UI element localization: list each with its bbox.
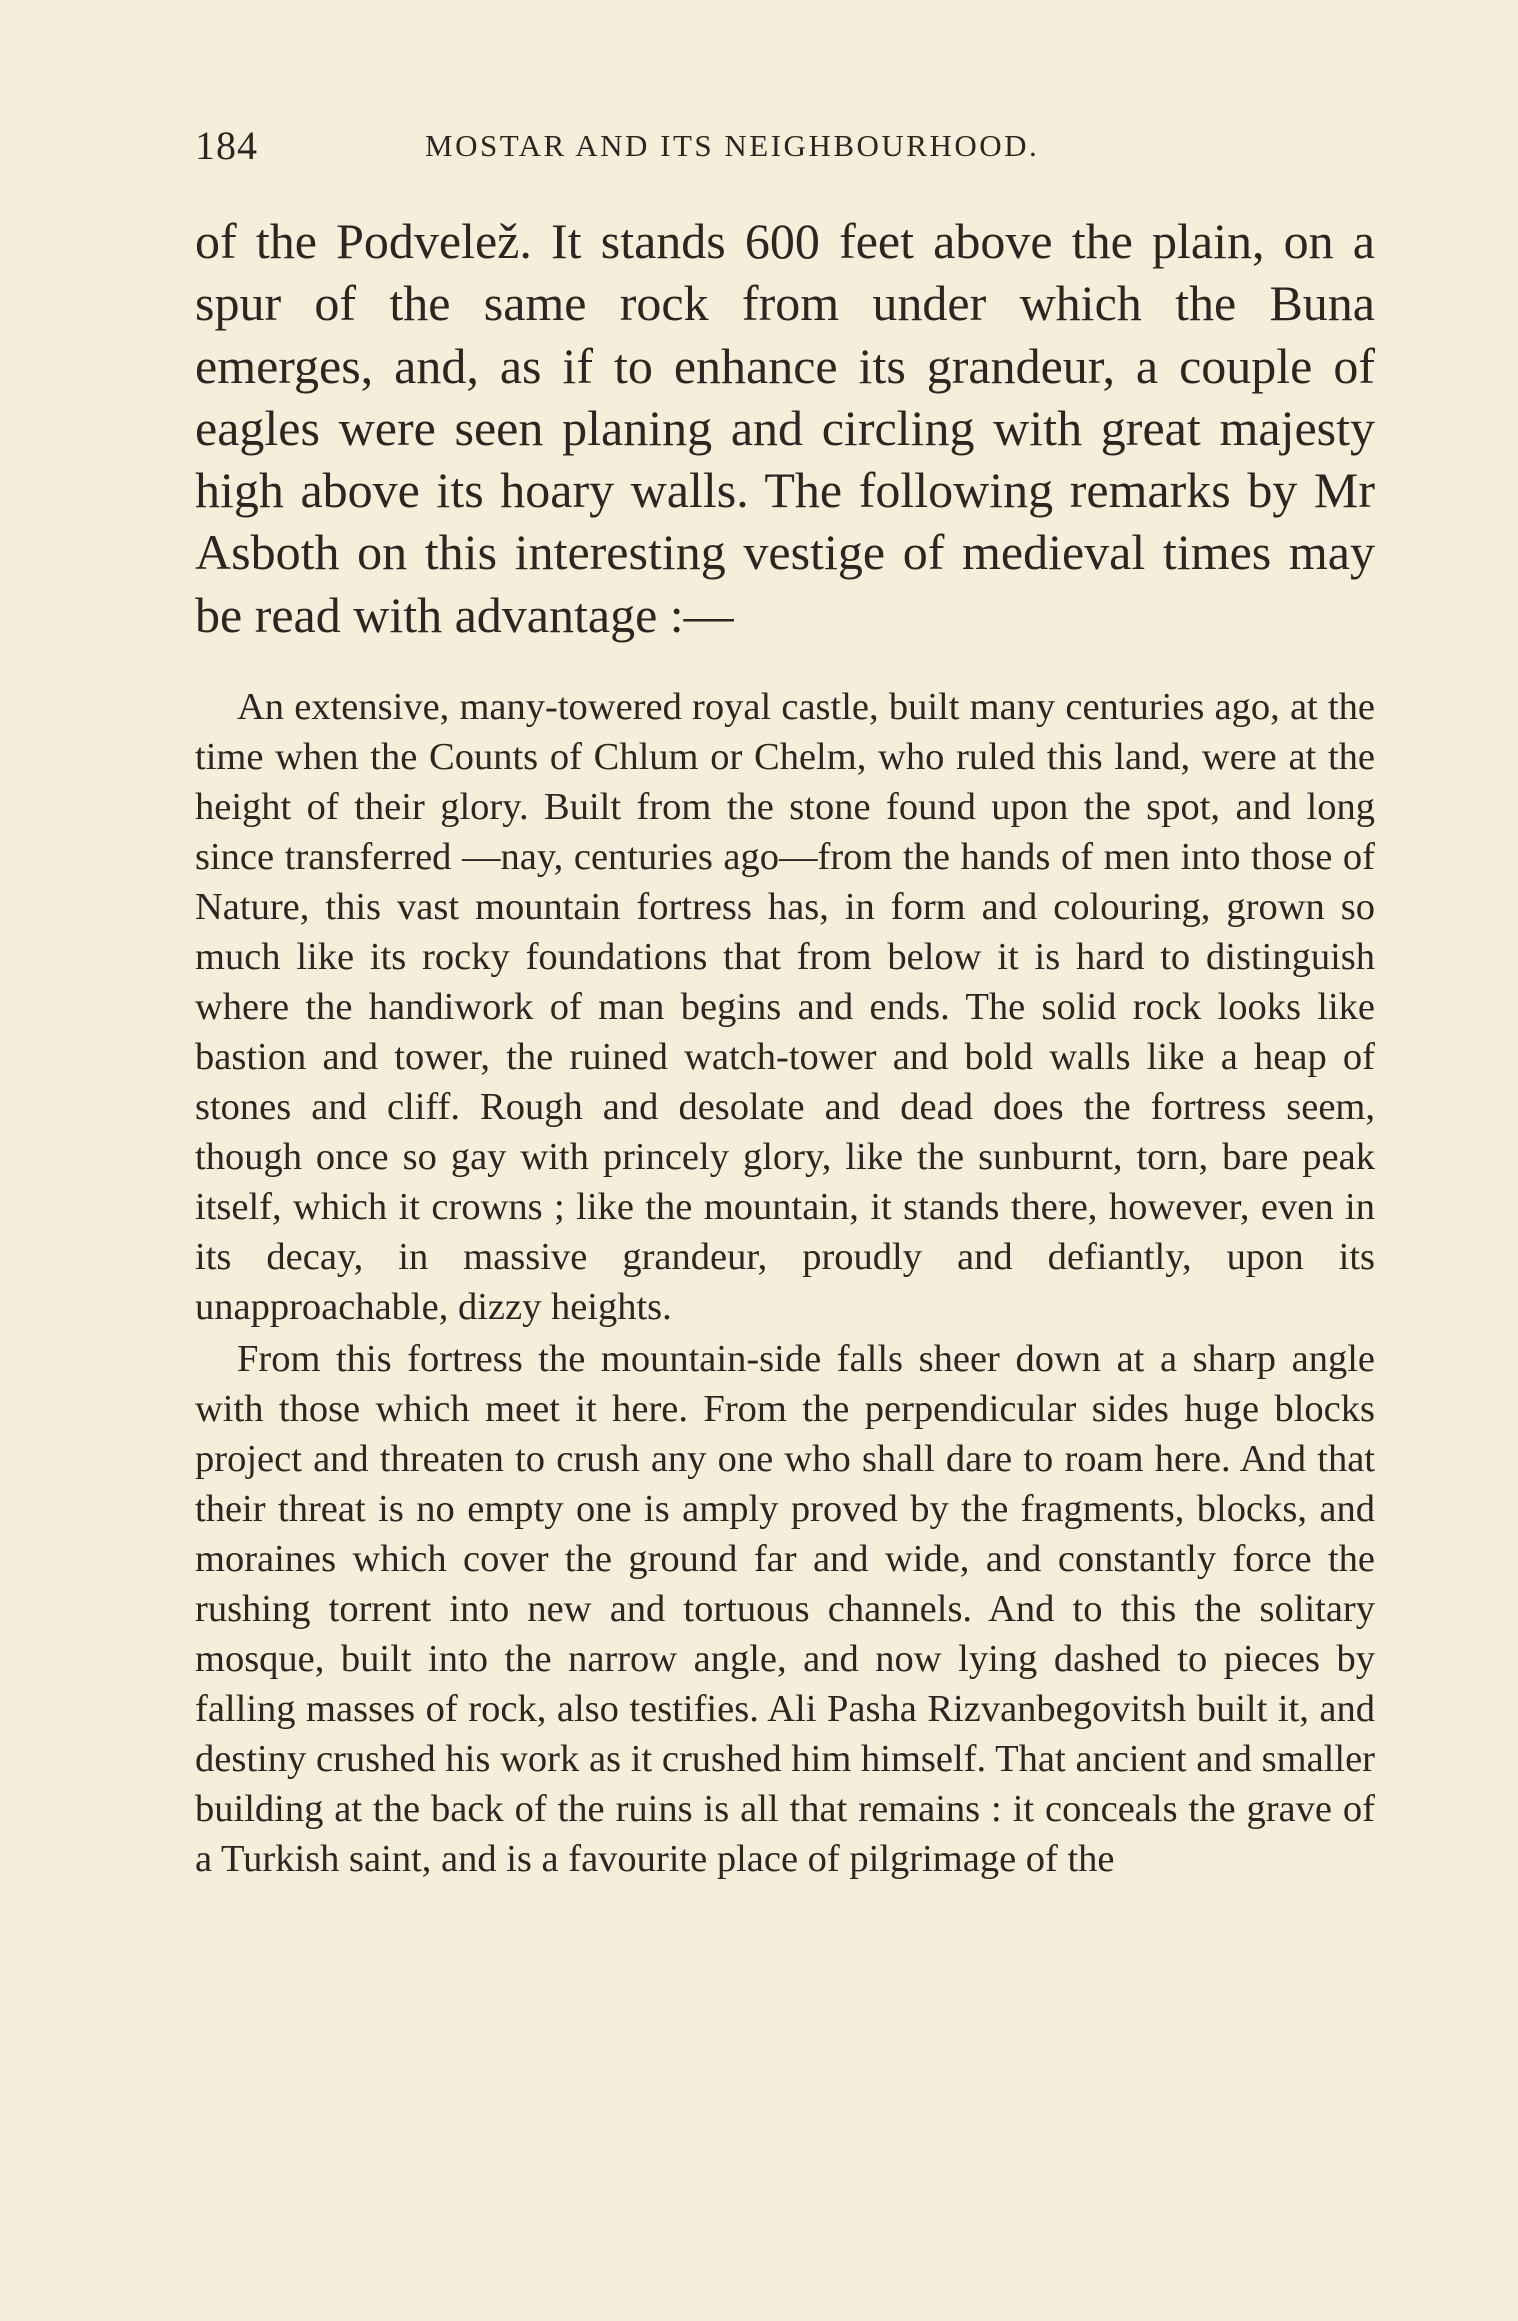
main-paragraph: of the Podvelež. It stands 600 feet above the plain, on a spur of the same rock from under which the Buna emerges, and, as if to enhance its grandeur, a couple of eagles were seen planing and circling with great majesty high above its hoary walls. The following remarks by Mr Asboth on this interesting vestige of medieval times may be read with advantage :— xyxy=(195,213,1375,643)
running-head xyxy=(195,122,1375,172)
quote-paragraph-1: An extensive, many-towered royal castle, built many centuries ago, at the time when the Counts of Chlum or Chelm, who ruled this land, were at the height of their glory. Built from the stone found upon the spot, and long since transferred —nay, centuries ago—from the hands of men into those of Nature, this vast mountain fortress has, in form and colouring, grown so much like its rocky foundations that from below it is hard to distinguish where the handiwork of man begins and ends. The solid rock looks like bastion and tower, the ruined watch-tower and bold walls like a heap of stones and cliff. Rough and desolate and dead does the fortress seem, though once so gay with princely glory, like the sunburnt, torn, bare peak itself, which it crowns ; like the mountain, it stands there, however, even in its decay, in massive grandeur, proudly and defiantly, upon its unapproachable, dizzy heights. xyxy=(195,686,1375,1329)
running-title: MOSTAR AND ITS NEIGHBOURHOOD. xyxy=(425,128,1040,163)
quote-paragraph-2: From this fortress the mountain-side falls sheer down at a sharp angle with those which meet it here. From the perpendicular sides huge blocks project and threaten to crush any one who shall dare to roam here. And that their threat is no empty one is amply proved by the fragments, blocks, and moraines which cover the ground far and wide, and constantly force the rushing torrent into new and tortuous channels. And to this the solitary mosque, built into the narrow angle, and now lying dashed to pieces by falling masses of rock, also testifies. Ali Pasha Rizvanbegovitsh built it, and destiny crushed his work as it crushed him himself. That ancient and smaller building at the back of the ruins is all that remains : it conceals the grave of a Turkish saint, and is a favourite place of pilgrimage of the xyxy=(195,1338,1375,1881)
block-quote xyxy=(195,682,1375,1884)
page-number: 184 xyxy=(195,123,258,168)
body-text xyxy=(195,210,1375,1884)
